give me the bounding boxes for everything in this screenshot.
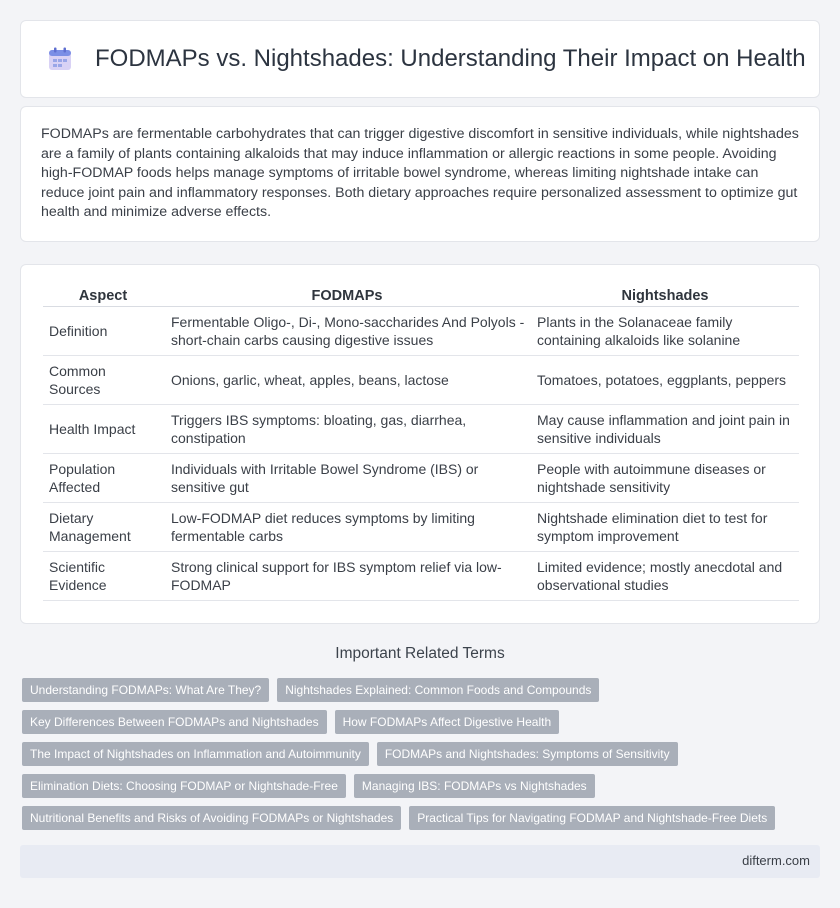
related-term-tag[interactable]: Nutritional Benefits and Risks of Avoiding FODMAPs or Nightshades [22,806,401,830]
cell-aspect: Health Impact [43,405,163,454]
cell-aspect: Definition [43,307,163,356]
cell-fodmaps: Individuals with Irritable Bowel Syndrome (IBS) or sensitive gut [163,454,531,503]
related-terms-row [22,742,822,766]
related-term-tag[interactable]: Practical Tips for Navigating FODMAP and Nightshade-Free Diets [409,806,775,830]
related-term-tag[interactable]: Key Differences Between FODMAPs and Nightshades [22,710,327,734]
header-fodmaps: FODMAPs [163,285,531,307]
cell-nightshades: Limited evidence; mostly anecdotal and observational studies [531,552,799,601]
header-aspect: Aspect [43,285,163,307]
related-term-tag[interactable]: Nightshades Explained: Common Foods and Compounds [277,678,599,702]
cell-aspect: Population Affected [43,454,163,503]
cell-nightshades: May cause inflammation and joint pain in sensitive individuals [531,405,799,454]
table-row [43,356,799,405]
related-terms-row [22,774,822,798]
related-terms-row [22,806,822,830]
header-card [20,20,820,98]
cell-aspect: Dietary Management [43,503,163,552]
table-row [43,552,799,601]
table-row [43,454,799,503]
cell-fodmaps: Strong clinical support for IBS symptom relief via low-FODMAP [163,552,531,601]
related-term-tag[interactable]: How FODMAPs Affect Digestive Health [335,710,560,734]
page-title: FODMAPs vs. Nightshades: Understanding Their Impact on Health [95,45,806,72]
related-term-tag[interactable]: FODMAPs and Nightshades: Symptoms of Sensitivity [377,742,678,766]
header-nightshades: Nightshades [531,285,799,307]
calendar-icon [47,46,73,72]
footer [20,845,820,878]
cell-fodmaps: Fermentable Oligo-, Di-, Mono-saccharides And Polyols - short-chain carbs causing digestive issues [163,307,531,356]
comparison-table-card [20,264,820,624]
cell-aspect: Common Sources [43,356,163,405]
table-row [43,307,799,356]
related-term-tag[interactable]: Elimination Diets: Choosing FODMAP or Nightshade-Free [22,774,346,798]
related-term-tag[interactable]: Managing IBS: FODMAPs vs Nightshades [354,774,595,798]
cell-fodmaps: Triggers IBS symptoms: bloating, gas, diarrhea, constipation [163,405,531,454]
cell-nightshades: Tomatoes, potatoes, eggplants, peppers [531,356,799,405]
cell-aspect: Scientific Evidence [43,552,163,601]
table-row [43,405,799,454]
intro-card [20,106,820,242]
footer-site-link[interactable]: difterm.com [742,853,810,868]
related-terms-row [22,678,822,702]
related-term-tag[interactable]: Understanding FODMAPs: What Are They? [22,678,269,702]
cell-nightshades: People with autoimmune diseases or nightshade sensitivity [531,454,799,503]
cell-fodmaps: Low-FODMAP diet reduces symptoms by limiting fermentable carbs [163,503,531,552]
table-row [43,503,799,552]
cell-fodmaps: Onions, garlic, wheat, apples, beans, lactose [163,356,531,405]
table-header-row [43,285,799,307]
cell-nightshades: Nightshade elimination diet to test for symptom improvement [531,503,799,552]
cell-nightshades: Plants in the Solanaceae family containing alkaloids like solanine [531,307,799,356]
related-terms-row [22,710,822,734]
related-terms-list [22,678,822,838]
comparison-table [43,285,799,601]
related-term-tag[interactable]: The Impact of Nightshades on Inflammation and Autoimmunity [22,742,369,766]
intro-text: FODMAPs are fermentable carbohydrates that can trigger digestive discomfort in sensitive individuals, while nightshades are a family of plants containing alkaloids that may induce inflammation or allergic reactions in some people. Avoiding high-FODMAP foods helps manage symptoms of irritable bowel syndrome, whereas limiting nightshade intake can reduce joint pain and inflammatory responses. Both dietary approaches require personalized assessment to optimize gut health and minimize adverse effects. [41,126,799,220]
related-terms-title: Important Related Terms [335,645,505,662]
